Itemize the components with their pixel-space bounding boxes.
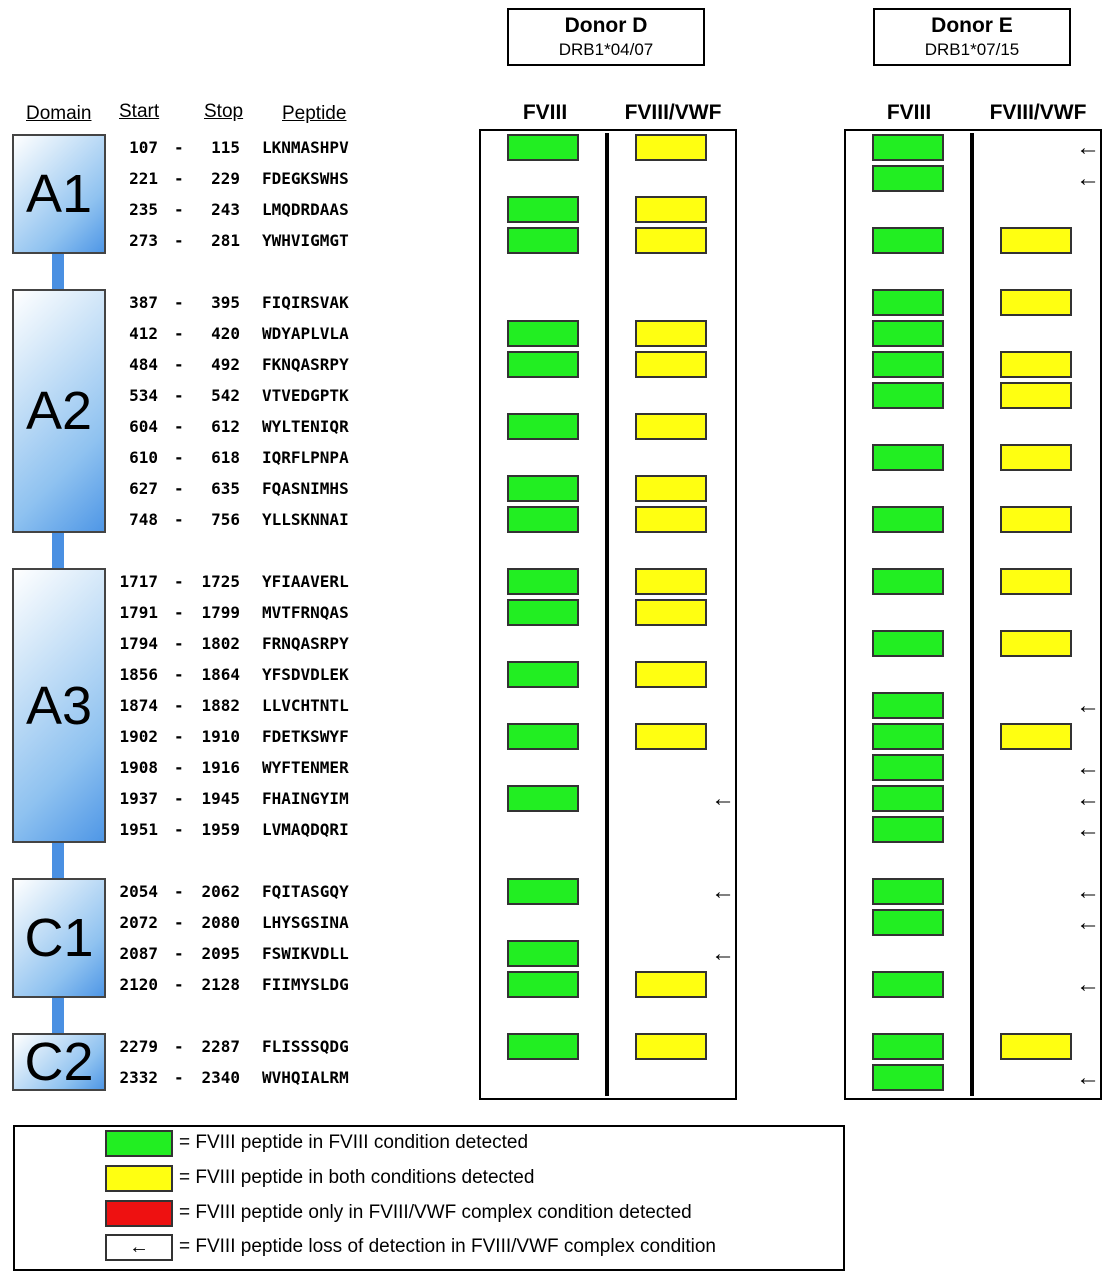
donor-e-fviii-detected <box>872 785 944 812</box>
donor-e-loss-arrow-icon: ← <box>1076 164 1100 192</box>
donor-d-fviii-detected <box>507 723 579 750</box>
donor-d-loss-arrow-icon: ← <box>711 784 735 812</box>
peptide-sequence: YWHVIGMGT <box>262 231 349 250</box>
start-position: 1902 <box>119 727 158 746</box>
donor-d-loss-arrow-icon: ← <box>711 877 735 905</box>
donor-e-vwf-detected <box>1000 351 1072 378</box>
start-position: 2120 <box>119 975 158 994</box>
peptide-sequence: FDEGKSWHS <box>262 169 349 188</box>
legend-text-loss: = FVIII peptide loss of detection in FVIII/VWF complex condition <box>179 1236 717 1257</box>
stop-position: 618 <box>211 448 240 467</box>
range-dash: - <box>174 293 184 312</box>
legend-swatch-green <box>105 1130 173 1157</box>
range-dash: - <box>174 386 184 405</box>
donor-e-vwf-detected <box>1000 723 1072 750</box>
peptide-sequence: FIQIRSVAK <box>262 293 349 312</box>
donor-e-fviii-detected <box>872 754 944 781</box>
stop-position: 542 <box>211 386 240 405</box>
domain-c2 <box>12 1033 106 1091</box>
stop-position: 1864 <box>201 665 240 684</box>
stop-position: 1725 <box>201 572 240 591</box>
stop-position: 2287 <box>201 1037 240 1056</box>
donor-e-box <box>873 8 1071 66</box>
stop-position: 2062 <box>201 882 240 901</box>
start-position: 1874 <box>119 696 158 715</box>
stop-position: 1882 <box>201 696 240 715</box>
donor-e-vwf-detected <box>1000 1033 1072 1060</box>
stop-position: 2340 <box>201 1068 240 1087</box>
start-position: 610 <box>129 448 158 467</box>
legend-swatch-red <box>105 1200 173 1227</box>
start-position: 2054 <box>119 882 158 901</box>
start-header: Start <box>119 101 160 122</box>
range-dash: - <box>174 634 184 653</box>
stop-position: 635 <box>211 479 240 498</box>
domain-c1 <box>12 878 106 998</box>
donor-e-fviii-header: FVIII <box>886 101 932 124</box>
peptide-sequence: LKNMASHPV <box>262 138 349 157</box>
range-dash: - <box>174 758 184 777</box>
start-position: 627 <box>129 479 158 498</box>
peptide-sequence: LVMAQDQRI <box>262 820 349 839</box>
range-dash: - <box>174 975 184 994</box>
donor-e-loss-arrow-icon: ← <box>1076 877 1100 905</box>
donor-e-fviii-detected <box>872 909 944 936</box>
domain-label: C2 <box>24 1032 94 1092</box>
peptide-sequence: FIIMYSLDG <box>262 975 349 994</box>
donor-e-loss-arrow-icon: ← <box>1076 1063 1100 1091</box>
donor-d-divider <box>605 133 609 1096</box>
stop-position: 1910 <box>201 727 240 746</box>
peptide-sequence: WYFTENMER <box>262 758 349 777</box>
donor-d-vwf-detected <box>635 475 707 502</box>
donor-e-fviii-detected <box>872 134 944 161</box>
donor-e-fviii-detected <box>872 320 944 347</box>
range-dash: - <box>174 448 184 467</box>
range-dash: - <box>174 665 184 684</box>
donor-e-fviii-detected <box>872 506 944 533</box>
peptide-sequence: IQRFLPNPA <box>262 448 349 467</box>
donor-d-vwf-detected <box>635 723 707 750</box>
stop-position: 115 <box>211 138 240 157</box>
donor-d-vwf-detected <box>635 661 707 688</box>
start-position: 2072 <box>119 913 158 932</box>
peptide-sequence: FSWIKVDLL <box>262 944 349 963</box>
donor-e-loss-arrow-icon: ← <box>1076 133 1100 161</box>
peptide-sequence: LLVCHTNTL <box>262 696 349 715</box>
donor-e-fviii-detected <box>872 351 944 378</box>
donor-d-fviii-detected <box>507 599 579 626</box>
start-position: 107 <box>129 138 158 157</box>
donor-e-fviii-detected <box>872 382 944 409</box>
range-dash: - <box>174 1068 184 1087</box>
donor-d-fviii-detected <box>507 568 579 595</box>
donor-e-loss-arrow-icon: ← <box>1076 815 1100 843</box>
stop-position: 1802 <box>201 634 240 653</box>
donor-e-vwf-detected <box>1000 568 1072 595</box>
donor-e-fviii-detected <box>872 1033 944 1060</box>
donor-d-fviii-detected <box>507 971 579 998</box>
stop-position: 2080 <box>201 913 240 932</box>
range-dash: - <box>174 820 184 839</box>
start-position: 412 <box>129 324 158 343</box>
donor-e-fviii-detected <box>872 227 944 254</box>
stop-position: 420 <box>211 324 240 343</box>
donor-d-fviii-detected <box>507 878 579 905</box>
domain-label: A2 <box>25 381 93 441</box>
donor-d-vwf-detected <box>635 506 707 533</box>
start-position: 604 <box>129 417 158 436</box>
donor-d-vwf-detected <box>635 599 707 626</box>
donor-d-fviii-detected <box>507 506 579 533</box>
start-position: 484 <box>129 355 158 374</box>
donor-e-fviii-detected <box>872 692 944 719</box>
peptide-sequence: YFSDVDLEK <box>262 665 349 684</box>
stop-position: 1945 <box>201 789 240 808</box>
donor-e-vwf-detected <box>1000 289 1072 316</box>
donor-d-vwf-detected <box>635 351 707 378</box>
donor-e-vwf-detected <box>1000 630 1072 657</box>
domain-a2 <box>12 289 106 533</box>
donor-d-vwf-detected <box>635 196 707 223</box>
range-dash: - <box>174 789 184 808</box>
legend-text-both: = FVIII peptide in both conditions detected <box>179 1167 535 1188</box>
donor-e-fviii-detected <box>872 1064 944 1091</box>
donor-d-fviii-detected <box>507 661 579 688</box>
peptide-sequence: FQITASGQY <box>262 882 349 901</box>
range-dash: - <box>174 603 184 622</box>
stop-position: 229 <box>211 169 240 188</box>
start-position: 235 <box>129 200 158 219</box>
stop-position: 1799 <box>201 603 240 622</box>
stop-position: 395 <box>211 293 240 312</box>
donor-e-loss-arrow-icon: ← <box>1076 691 1100 719</box>
donor-d-fviii-detected <box>507 134 579 161</box>
range-dash: - <box>174 355 184 374</box>
stop-position: 281 <box>211 231 240 250</box>
peptide-sequence: FKNQASRPY <box>262 355 349 374</box>
donor-e-fviii-detected <box>872 816 944 843</box>
legend <box>13 1125 845 1271</box>
donor-e-fviii-detected <box>872 289 944 316</box>
peptide-sequence: YFIAAVERL <box>262 572 349 591</box>
donor-e-vwf-header: FVIII/VWF <box>989 101 1087 124</box>
peptide-sequence: FLISSSQDG <box>262 1037 349 1056</box>
start-position: 1937 <box>119 789 158 808</box>
donor-d-vwf-detected <box>635 568 707 595</box>
start-position: 1791 <box>119 603 158 622</box>
domain-label: A1 <box>25 164 93 224</box>
peptide-sequence: LHYSGSINA <box>262 913 349 932</box>
start-position: 273 <box>129 231 158 250</box>
domain-connector <box>52 843 64 878</box>
peptide-sequence: WVHQIALRM <box>262 1068 349 1087</box>
donor-d-fviii-detected <box>507 320 579 347</box>
start-position: 1951 <box>119 820 158 839</box>
donor-d-fviii-detected <box>507 1033 579 1060</box>
donor-d-vwf-detected <box>635 134 707 161</box>
legend-swatch-yellow <box>105 1165 173 1192</box>
donor-e-fviii-detected <box>872 971 944 998</box>
range-dash: - <box>174 727 184 746</box>
left-arrow-icon: ← <box>105 1234 173 1261</box>
range-dash: - <box>174 169 184 188</box>
start-position: 1856 <box>119 665 158 684</box>
donor-e-fviii-detected <box>872 165 944 192</box>
donor-d-fviii-detected <box>507 940 579 967</box>
range-dash: - <box>174 510 184 529</box>
stop-header: Stop <box>204 101 244 122</box>
start-position: 2087 <box>119 944 158 963</box>
peptide-sequence: WYLTENIQR <box>262 417 349 436</box>
start-position: 1794 <box>119 634 158 653</box>
peptide-sequence: FHAINGYIM <box>262 789 349 808</box>
stop-position: 2095 <box>201 944 240 963</box>
peptide-sequence: VTVEDGPTK <box>262 386 349 405</box>
stop-position: 1959 <box>201 820 240 839</box>
domain-connector <box>52 998 64 1033</box>
legend-text-detected: = FVIII peptide in FVIII condition detected <box>179 1132 529 1153</box>
start-position: 221 <box>129 169 158 188</box>
donor-e-loss-arrow-icon: ← <box>1076 784 1100 812</box>
domain-label: A3 <box>25 675 93 736</box>
domain-connector <box>52 533 64 568</box>
peptide-sequence: YLLSKNNAI <box>262 510 349 529</box>
donor-e-fviii-detected <box>872 878 944 905</box>
donor-d-vwf-detected <box>635 1033 707 1060</box>
donor-d-vwf-detected <box>635 413 707 440</box>
legend-text-complex-only: = FVIII peptide only in FVIII/VWF complex condition detected <box>179 1202 692 1223</box>
range-dash: - <box>174 572 184 591</box>
donor-e-fviii-detected <box>872 723 944 750</box>
peptide-sequence: FQASNIMHS <box>262 479 349 498</box>
peptide-sequence: MVTFRNQAS <box>262 603 349 622</box>
peptide-sequence: LMQDRDAAS <box>262 200 349 219</box>
donor-e-vwf-detected <box>1000 227 1072 254</box>
donor-e-vwf-detected <box>1000 444 1072 471</box>
range-dash: - <box>174 138 184 157</box>
donor-d-fviii-detected <box>507 413 579 440</box>
range-dash: - <box>174 1037 184 1056</box>
donor-e-loss-arrow-icon: ← <box>1076 753 1100 781</box>
peptide-header: Peptide <box>282 103 347 124</box>
range-dash: - <box>174 913 184 932</box>
start-position: 2332 <box>119 1068 158 1087</box>
range-dash: - <box>174 200 184 219</box>
donor-d-fviii-detected <box>507 475 579 502</box>
stop-position: 1916 <box>201 758 240 777</box>
domain-a1 <box>12 134 106 254</box>
start-position: 748 <box>129 510 158 529</box>
range-dash: - <box>174 882 184 901</box>
peptide-sequence: FRNQASRPY <box>262 634 349 653</box>
donor-d-fviii-detected <box>507 351 579 378</box>
donor-d-box <box>507 8 705 66</box>
range-dash: - <box>174 479 184 498</box>
donor-d-fviii-header: FVIII <box>522 101 568 124</box>
donor-d-fviii-detected <box>507 785 579 812</box>
donor-d-vwf-detected <box>635 971 707 998</box>
range-dash: - <box>174 417 184 436</box>
stop-position: 243 <box>211 200 240 219</box>
start-position: 534 <box>129 386 158 405</box>
range-dash: - <box>174 231 184 250</box>
stop-position: 2128 <box>201 975 240 994</box>
donor-d-fviii-detected <box>507 227 579 254</box>
range-dash: - <box>174 944 184 963</box>
donor-e-vwf-detected <box>1000 382 1072 409</box>
donor-d-vwf-detected <box>635 320 707 347</box>
donor-e-loss-arrow-icon: ← <box>1076 908 1100 936</box>
start-position: 1908 <box>119 758 158 777</box>
donor-e-fviii-detected <box>872 630 944 657</box>
peptide-sequence: WDYAPLVLA <box>262 324 349 343</box>
donor-e-divider <box>970 133 974 1096</box>
range-dash: - <box>174 696 184 715</box>
donor-d-fviii-detected <box>507 196 579 223</box>
donor-e-name: Donor E <box>931 14 1013 37</box>
domain-connector <box>52 254 64 289</box>
domain-label: C1 <box>24 908 94 968</box>
domain-header: Domain <box>26 103 92 124</box>
stop-position: 756 <box>211 510 240 529</box>
donor-d-vwf-header: FVIII/VWF <box>624 101 722 124</box>
stop-position: 492 <box>211 355 240 374</box>
donor-e-fviii-detected <box>872 444 944 471</box>
stop-position: 612 <box>211 417 240 436</box>
peptide-sequence: FDETKSWYF <box>262 727 349 746</box>
donor-e-loss-arrow-icon: ← <box>1076 970 1100 998</box>
donor-d-name: Donor D <box>564 14 648 37</box>
start-position: 1717 <box>119 572 158 591</box>
donor-e-hla: DRB1*07/15 <box>924 40 1020 59</box>
donor-d-loss-arrow-icon: ← <box>711 939 735 967</box>
donor-d-hla: DRB1*04/07 <box>558 40 654 59</box>
donor-d-vwf-detected <box>635 227 707 254</box>
range-dash: - <box>174 324 184 343</box>
domain-a3 <box>12 568 106 843</box>
donor-e-fviii-detected <box>872 568 944 595</box>
donor-e-vwf-detected <box>1000 506 1072 533</box>
start-position: 387 <box>129 293 158 312</box>
start-position: 2279 <box>119 1037 158 1056</box>
